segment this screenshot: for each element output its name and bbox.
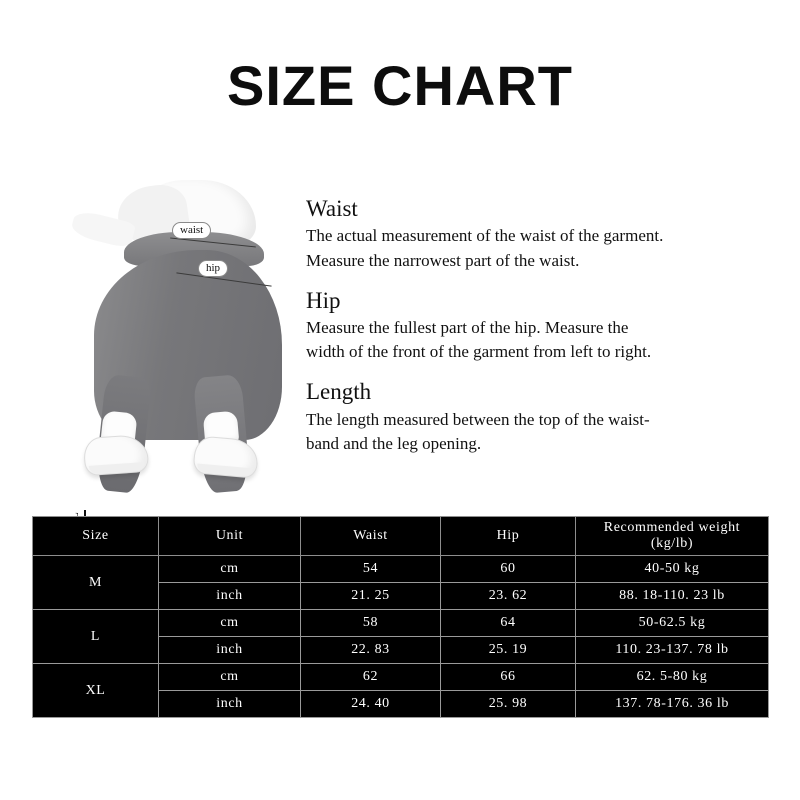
definition-hip-heading: Hip bbox=[306, 287, 341, 313]
row-l-inch-unit: inch bbox=[159, 637, 301, 664]
row-m-cm-weight: 40-50 kg bbox=[576, 556, 769, 583]
size-table-body bbox=[33, 556, 769, 718]
waist-callout-label: waist bbox=[172, 222, 211, 239]
row-l-inch-weight: 110. 23-137. 78 lb bbox=[576, 637, 769, 664]
measurement-definitions bbox=[306, 196, 776, 471]
product-photo bbox=[36, 180, 328, 510]
definition-waist-line-1: The actual measurement of the waist of the garment. bbox=[306, 226, 664, 246]
row-l-cm-unit: cm bbox=[159, 610, 301, 637]
definition-waist bbox=[306, 196, 776, 273]
table-row bbox=[33, 610, 769, 637]
definition-hip bbox=[306, 288, 776, 365]
definition-length-heading: Length bbox=[306, 379, 372, 405]
definition-hip-line-2: width of the front of the garment from left to right. bbox=[306, 342, 652, 362]
definition-waist-line-2: Measure the narrowest part of the waist. bbox=[306, 250, 580, 270]
size-table bbox=[32, 516, 769, 718]
row-m-cm-unit: cm bbox=[159, 556, 301, 583]
hip-callout-label: hip bbox=[198, 260, 228, 277]
row-xl-cm-weight: 62. 5-80 kg bbox=[576, 664, 769, 691]
definition-length-line-1: The length measured between the top of the waist- bbox=[306, 409, 650, 429]
size-table-wrapper bbox=[32, 516, 768, 718]
row-size-m: M bbox=[33, 556, 159, 610]
row-l-cm-waist: 58 bbox=[301, 610, 441, 637]
header-size: Size bbox=[33, 517, 159, 556]
shoe-right bbox=[192, 435, 259, 478]
row-xl-cm-hip: 66 bbox=[441, 664, 576, 691]
row-m-cm-hip: 60 bbox=[441, 556, 576, 583]
header-unit: Unit bbox=[159, 517, 301, 556]
page-title: SIZE CHART bbox=[227, 54, 573, 117]
row-m-cm-waist: 54 bbox=[301, 556, 441, 583]
model-illustration bbox=[66, 180, 328, 510]
row-m-inch-hip: 23. 62 bbox=[441, 583, 576, 610]
row-size-l: L bbox=[33, 610, 159, 664]
row-xl-inch-hip: 25. 98 bbox=[441, 691, 576, 718]
row-size-xl: XL bbox=[33, 664, 159, 718]
definition-waist-heading: Waist bbox=[306, 196, 358, 221]
size-table-head bbox=[33, 517, 769, 556]
table-row bbox=[33, 556, 769, 583]
header-hip: Hip bbox=[441, 517, 576, 556]
row-xl-cm-unit: cm bbox=[159, 664, 301, 691]
row-l-cm-hip: 64 bbox=[441, 610, 576, 637]
table-row bbox=[33, 664, 769, 691]
header-recommended-weight bbox=[576, 517, 769, 556]
shoe-left-sole bbox=[89, 462, 145, 474]
row-l-inch-hip: 25. 19 bbox=[441, 637, 576, 664]
row-xl-inch-waist: 24. 40 bbox=[301, 691, 441, 718]
table-header-row bbox=[33, 517, 769, 556]
row-m-inch-weight: 88. 18-110. 23 lb bbox=[576, 583, 769, 610]
row-m-inch-unit: inch bbox=[159, 583, 301, 610]
definition-length bbox=[306, 379, 776, 456]
row-l-cm-weight: 50-62.5 kg bbox=[576, 610, 769, 637]
row-xl-inch-weight: 137. 78-176. 36 lb bbox=[576, 691, 769, 718]
definition-length-line-2: band and the leg opening. bbox=[306, 433, 482, 453]
header-recommended-weight-line-2: (kg/lb) bbox=[650, 536, 694, 551]
row-xl-cm-waist: 62 bbox=[301, 664, 441, 691]
row-m-inch-waist: 21. 25 bbox=[301, 583, 441, 610]
header-waist: Waist bbox=[301, 517, 441, 556]
header-recommended-weight-line-1: Recommended weight bbox=[603, 519, 741, 535]
row-xl-inch-unit: inch bbox=[159, 691, 301, 718]
definition-hip-line-1: Measure the fullest part of the hip. Measure the bbox=[306, 318, 629, 338]
row-l-inch-waist: 22. 83 bbox=[301, 637, 441, 664]
